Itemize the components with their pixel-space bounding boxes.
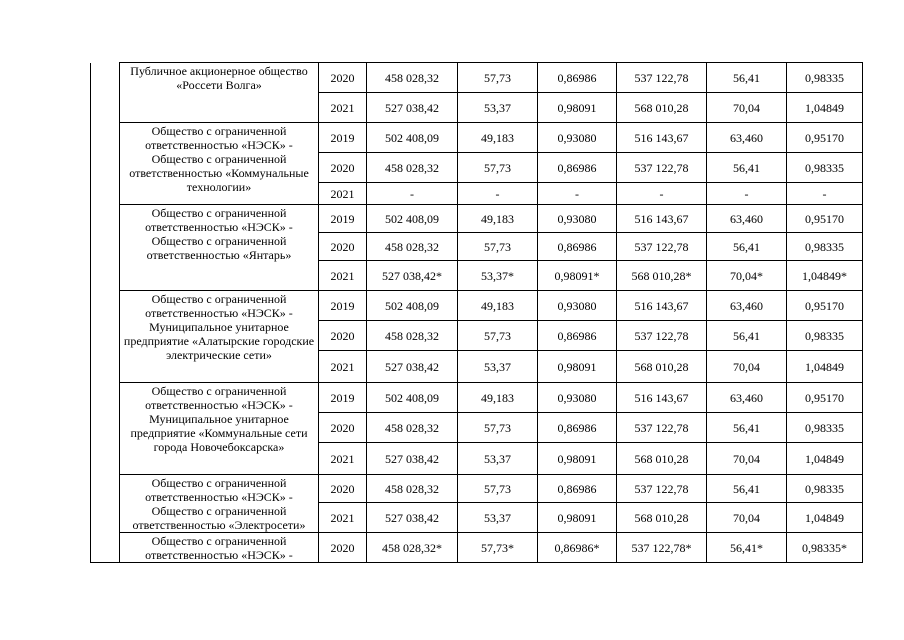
value-cell-1: 502 408,09 (367, 291, 458, 321)
value-cell-1: 527 038,42 (367, 93, 458, 123)
organization-name-cell: Общество с ограниченной ответственностью «НЭСК» - Общество с ограниченной ответственностью «Коммунальные технологии» (120, 123, 319, 205)
table-row (91, 123, 863, 153)
value-cell-5: - (707, 183, 787, 205)
value-cell-5: 63,460 (707, 123, 787, 153)
year-cell: 2020 (319, 321, 367, 351)
value-cell-2: 53,37 (458, 93, 538, 123)
value-cell-3: 0,98091 (538, 351, 617, 383)
value-cell-2: 57,73 (458, 153, 538, 183)
value-cell-5: 63,460 (707, 291, 787, 321)
value-cell-6: 0,98335 (787, 63, 863, 93)
value-cell-5: 56,41 (707, 233, 787, 261)
value-cell-5: 56,41 (707, 321, 787, 351)
value-cell-1: 458 028,32 (367, 475, 458, 503)
value-cell-2: 49,183 (458, 205, 538, 233)
value-cell-5: 70,04 (707, 351, 787, 383)
year-cell: 2021 (319, 351, 367, 383)
year-cell: 2020 (319, 153, 367, 183)
organization-name-cell: Публичное акционерное общество «Россети Волга» (120, 63, 319, 123)
year-cell: 2021 (319, 261, 367, 291)
value-cell-3: 0,86986 (538, 475, 617, 503)
value-cell-2: 57,73 (458, 233, 538, 261)
value-cell-3: 0,98091 (538, 443, 617, 475)
value-cell-5: 56,41 (707, 153, 787, 183)
value-cell-5: 70,04 (707, 503, 787, 533)
year-cell: 2020 (319, 475, 367, 503)
value-cell-4: 516 143,67 (617, 205, 707, 233)
year-cell: 2020 (319, 233, 367, 261)
value-cell-4: 568 010,28 (617, 93, 707, 123)
tariff-table (90, 62, 863, 563)
value-cell-2: 57,73 (458, 321, 538, 351)
value-cell-5: 56,41 (707, 63, 787, 93)
value-cell-1: 527 038,42 (367, 503, 458, 533)
value-cell-6: 0,98335 (787, 233, 863, 261)
value-cell-1: 527 038,42* (367, 261, 458, 291)
year-cell: 2021 (319, 443, 367, 475)
organization-name-cell: Общество с ограниченной ответственностью «НЭСК» - Муниципальное унитарное предприятие «Коммунальные сети города Новочебоксарска» (120, 383, 319, 475)
value-cell-4: 537 122,78 (617, 321, 707, 351)
value-cell-6: 0,95170 (787, 205, 863, 233)
value-cell-4: 537 122,78 (617, 233, 707, 261)
value-cell-5: 56,41 (707, 413, 787, 443)
value-cell-3: 0,93080 (538, 205, 617, 233)
value-cell-6: 0,98335 (787, 321, 863, 351)
value-cell-6: 1,04849 (787, 93, 863, 123)
value-cell-3: 0,93080 (538, 123, 617, 153)
value-cell-6: 1,04849* (787, 261, 863, 291)
organization-name-cell: Общество с ограниченной ответственностью «НЭСК» - Муниципальное унитарное предприятие «Алатырские городские электрические сети» (120, 291, 319, 383)
value-cell-1: - (367, 183, 458, 205)
value-cell-1: 502 408,09 (367, 123, 458, 153)
table-body (91, 63, 863, 563)
value-cell-2: 57,73* (458, 533, 538, 563)
value-cell-4: 516 143,67 (617, 123, 707, 153)
value-cell-6: 1,04849 (787, 351, 863, 383)
value-cell-2: 53,37 (458, 443, 538, 475)
value-cell-2: 49,183 (458, 291, 538, 321)
value-cell-3: 0,86986 (538, 413, 617, 443)
table-row (91, 205, 863, 233)
value-cell-2: 57,73 (458, 413, 538, 443)
value-cell-5: 70,04 (707, 93, 787, 123)
value-cell-3: 0,93080 (538, 291, 617, 321)
value-cell-5: 63,460 (707, 205, 787, 233)
value-cell-1: 527 038,42 (367, 443, 458, 475)
value-cell-4: 516 143,67 (617, 383, 707, 413)
value-cell-4: 537 122,78 (617, 413, 707, 443)
year-cell: 2021 (319, 93, 367, 123)
value-cell-3: 0,86986 (538, 233, 617, 261)
value-cell-4: 537 122,78 (617, 63, 707, 93)
year-cell: 2020 (319, 63, 367, 93)
year-cell: 2019 (319, 123, 367, 153)
value-cell-4: 537 122,78 (617, 475, 707, 503)
table-row (91, 383, 863, 413)
year-cell: 2019 (319, 205, 367, 233)
value-cell-3: 0,86986 (538, 321, 617, 351)
value-cell-1: 458 028,32 (367, 63, 458, 93)
value-cell-4: 568 010,28* (617, 261, 707, 291)
value-cell-1: 458 028,32 (367, 153, 458, 183)
value-cell-4: 568 010,28 (617, 443, 707, 475)
value-cell-6: 0,98335* (787, 533, 863, 563)
table-row (91, 533, 863, 563)
value-cell-5: 63,460 (707, 383, 787, 413)
value-cell-2: 49,183 (458, 383, 538, 413)
organization-name-cell: Общество с ограниченной ответственностью «НЭСК» - Общество с ограниченной ответственностью «Янтарь» (120, 205, 319, 291)
value-cell-3: 0,86986 (538, 153, 617, 183)
value-cell-3: 0,98091* (538, 261, 617, 291)
value-cell-2: 57,73 (458, 475, 538, 503)
year-cell: 2019 (319, 383, 367, 413)
value-cell-1: 458 028,32 (367, 321, 458, 351)
value-cell-2: 53,37* (458, 261, 538, 291)
value-cell-6: 0,95170 (787, 123, 863, 153)
value-cell-1: 502 408,09 (367, 205, 458, 233)
value-cell-2: 53,37 (458, 503, 538, 533)
value-cell-6: 0,98335 (787, 475, 863, 503)
value-cell-1: 458 028,32 (367, 233, 458, 261)
value-cell-3: 0,98091 (538, 93, 617, 123)
value-cell-6: 1,04849 (787, 503, 863, 533)
value-cell-3: 0,98091 (538, 503, 617, 533)
value-cell-2: - (458, 183, 538, 205)
year-cell: 2019 (319, 291, 367, 321)
organization-name-cell: Общество с ограниченной ответственностью «НЭСК» - Общество с ограниченной ответственностью «Электросети» (120, 475, 319, 533)
value-cell-4: 568 010,28 (617, 503, 707, 533)
value-cell-2: 49,183 (458, 123, 538, 153)
value-cell-6: 0,98335 (787, 413, 863, 443)
value-cell-4: 568 010,28 (617, 351, 707, 383)
value-cell-5: 56,41* (707, 533, 787, 563)
value-cell-6: - (787, 183, 863, 205)
value-cell-2: 53,37 (458, 351, 538, 383)
value-cell-3: - (538, 183, 617, 205)
value-cell-1: 527 038,42 (367, 351, 458, 383)
year-cell: 2021 (319, 503, 367, 533)
year-cell: 2020 (319, 533, 367, 563)
value-cell-4: 516 143,67 (617, 291, 707, 321)
organization-name-cell: Общество с ограниченной ответственностью «НЭСК» - (120, 533, 319, 563)
table-row (91, 291, 863, 321)
value-cell-6: 0,95170 (787, 291, 863, 321)
value-cell-4: - (617, 183, 707, 205)
value-cell-5: 70,04* (707, 261, 787, 291)
value-cell-6: 1,04849 (787, 443, 863, 475)
value-cell-4: 537 122,78 (617, 153, 707, 183)
year-cell: 2021 (319, 183, 367, 205)
value-cell-5: 70,04 (707, 443, 787, 475)
value-cell-1: 502 408,09 (367, 383, 458, 413)
value-cell-1: 458 028,32* (367, 533, 458, 563)
table-row (91, 63, 863, 93)
value-cell-3: 0,86986 (538, 63, 617, 93)
row-number-column (91, 63, 120, 563)
value-cell-6: 0,98335 (787, 153, 863, 183)
value-cell-4: 537 122,78* (617, 533, 707, 563)
value-cell-6: 0,95170 (787, 383, 863, 413)
table-row (91, 475, 863, 503)
value-cell-1: 458 028,32 (367, 413, 458, 443)
value-cell-3: 0,86986* (538, 533, 617, 563)
value-cell-2: 57,73 (458, 63, 538, 93)
value-cell-5: 56,41 (707, 475, 787, 503)
year-cell: 2020 (319, 413, 367, 443)
value-cell-3: 0,93080 (538, 383, 617, 413)
